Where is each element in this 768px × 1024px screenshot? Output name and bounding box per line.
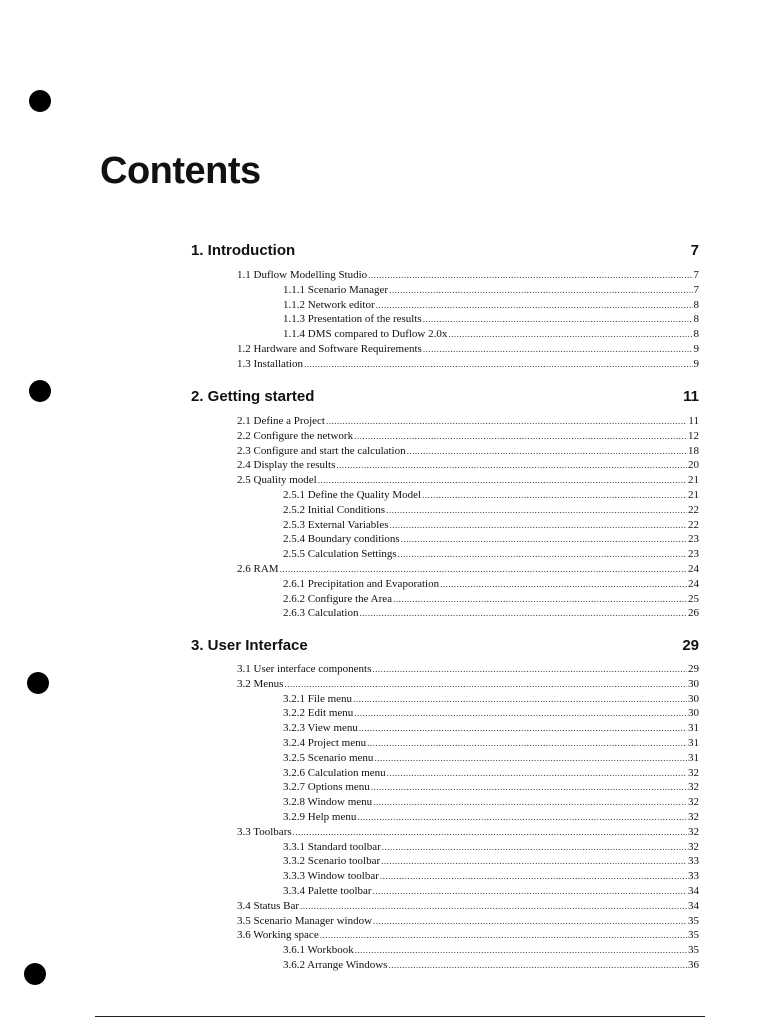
toc-entry[interactable]: [237, 444, 699, 459]
toc-entry-label: 3.3.4 Palette toolbar: [283, 885, 372, 897]
toc-entry-page: 33: [688, 870, 699, 883]
toc-entry-label: 2.5.4 Boundary conditions: [283, 533, 400, 546]
dot-leader: [371, 780, 687, 795]
dot-leader: [355, 943, 687, 958]
toc-entry[interactable]: [237, 914, 699, 929]
toc-entry-page: 31: [688, 751, 699, 764]
dot-leader: [407, 444, 687, 459]
toc-entry[interactable]: [237, 662, 699, 677]
toc-entry-label: 3.2.7 Options menu: [283, 781, 370, 794]
toc-entry[interactable]: [283, 795, 699, 810]
toc-entry-label: 1.3 Installation: [237, 357, 303, 370]
toc-entry-page: 30: [688, 692, 699, 705]
dot-leader: [380, 869, 687, 884]
toc-entry[interactable]: [237, 414, 699, 429]
toc-entry-label: 2.4 Display the results: [237, 459, 336, 472]
toc-entry-label: 2.2 Configure the network: [237, 429, 354, 442]
toc-entry-label: 3.5 Scenario Manager window: [237, 914, 373, 927]
toc-entry-page: 8: [693, 328, 699, 341]
dot-leader: [373, 914, 687, 929]
toc-entry-page: 7: [693, 283, 699, 296]
toc-entry-page: 35: [688, 929, 699, 942]
toc-entry[interactable]: [283, 736, 699, 751]
toc-entry[interactable]: [283, 840, 699, 855]
toc-entry-label: 3.6 Working space: [237, 929, 319, 942]
toc-entry[interactable]: [283, 810, 699, 825]
toc-entry[interactable]: [237, 458, 699, 473]
dot-leader: [372, 662, 687, 677]
section-heading: [191, 388, 699, 405]
toc-entry-label: 2.6.2 Configure the Area: [283, 592, 393, 605]
toc-entry[interactable]: [283, 283, 699, 298]
toc-entry-page: 33: [688, 855, 699, 868]
toc-entry-label: 3.2.3 View menu: [283, 722, 358, 735]
toc-entry[interactable]: [283, 547, 699, 562]
toc-entry[interactable]: [237, 268, 699, 283]
toc-entry[interactable]: [283, 869, 699, 884]
dot-leader: [440, 577, 687, 592]
toc-entry-label: 3.6.2 Arrange Windows: [283, 959, 388, 971]
dot-leader: [354, 706, 687, 721]
toc-entry[interactable]: [237, 677, 699, 692]
toc-entry-page: 35: [688, 944, 699, 957]
dot-leader: [423, 342, 693, 357]
dot-leader: [373, 884, 687, 899]
dot-leader: [398, 547, 687, 562]
dot-leader: [448, 327, 692, 342]
toc-entry-page: 31: [688, 722, 699, 735]
dot-leader: [326, 414, 687, 429]
toc-entry-page: 18: [688, 444, 699, 457]
toc-entry-label: 2.5.1 Define the Quality Model: [283, 489, 422, 501]
toc-entry-page: 24: [688, 577, 699, 590]
section-heading: [191, 637, 699, 654]
toc-entry[interactable]: [283, 327, 699, 342]
dot-leader: [390, 518, 688, 533]
toc-entry-page: 9: [693, 343, 699, 355]
toc-entry[interactable]: [283, 780, 699, 795]
dot-leader: [280, 562, 687, 577]
toc-entry-label: 3.2.6 Calculation menu: [283, 766, 386, 779]
toc-entry-page: 22: [688, 503, 699, 516]
toc-entry-page: 32: [688, 766, 699, 779]
toc-entry[interactable]: [237, 357, 699, 372]
toc-entry[interactable]: [283, 503, 699, 518]
toc-entry-page: 35: [688, 914, 699, 927]
toc-entry[interactable]: [283, 692, 699, 707]
toc-entry-page: 23: [688, 533, 699, 546]
dot-leader: [381, 854, 687, 869]
toc-entry[interactable]: [237, 562, 699, 577]
toc-entry-label: 3.4 Status Bar: [237, 899, 300, 912]
dot-leader: [401, 532, 687, 547]
toc-entry-label: 3.2.5 Scenario menu: [283, 751, 374, 764]
toc-entry-page: 32: [688, 796, 699, 809]
toc-entry[interactable]: [237, 825, 699, 840]
toc-entry-page: 32: [688, 811, 699, 823]
section-heading-title: 2. Getting started: [191, 388, 315, 405]
dot-leader: [353, 692, 687, 707]
dot-leader: [359, 721, 687, 736]
toc-entry-page: 29: [688, 663, 699, 675]
toc-entry-label: 3.2.8 Window menu: [283, 796, 373, 809]
toc-entry-page: 8: [693, 298, 699, 311]
toc-entry-page: 12: [688, 429, 699, 442]
toc-entry[interactable]: [283, 577, 699, 592]
toc-entry-page: 24: [688, 563, 699, 575]
section-heading-page: 11: [683, 388, 699, 405]
toc-entry[interactable]: [283, 606, 699, 621]
dot-leader: [387, 766, 687, 781]
toc-entry[interactable]: [283, 532, 699, 547]
toc-entry-label: 1.1 Duflow Modelling Studio: [237, 269, 368, 281]
toc-entry-label: 1.1.2 Network editor: [283, 298, 375, 311]
binder-hole: [29, 90, 51, 112]
toc-entry-page: 21: [688, 474, 699, 487]
binder-hole: [24, 963, 46, 985]
toc-entry-page: 31: [688, 737, 699, 749]
toc-entry[interactable]: [283, 706, 699, 721]
dot-leader: [422, 488, 687, 503]
toc-entry-label: 1.1.4 DMS compared to Duflow 2.0x: [283, 328, 448, 341]
section-heading-page: 7: [690, 242, 699, 259]
toc-entry[interactable]: [283, 854, 699, 869]
toc-entry-page: 7: [693, 269, 699, 281]
dot-leader: [376, 298, 693, 313]
toc-entry-label: 1.1.1 Scenario Manager: [283, 283, 389, 296]
toc-entry-label: 3.2.1 File menu: [283, 692, 353, 705]
dot-leader: [389, 283, 692, 298]
toc-entry[interactable]: [237, 928, 699, 943]
dot-leader: [357, 810, 687, 825]
dot-leader: [318, 473, 687, 488]
toc-entry[interactable]: [283, 958, 699, 973]
toc-entry-page: 26: [688, 607, 699, 620]
dot-leader: [382, 840, 687, 855]
toc-entry-label: 3.3.3 Window toolbar: [283, 870, 379, 883]
toc-entry[interactable]: [237, 342, 699, 357]
section-heading-title: 3. User Interface: [191, 637, 308, 654]
toc-entry-page: 21: [688, 489, 699, 501]
toc-entry-label: 1.1.3 Presentation of the results: [283, 313, 422, 326]
toc-entry-label: 2.1 Define a Project: [237, 415, 325, 427]
toc-entry-page: 20: [688, 459, 699, 472]
toc-entry-label: 3.2.2 Edit menu: [283, 707, 354, 720]
toc-entry-label: 2.5.2 Initial Conditions: [283, 503, 386, 516]
toc-entry-page: 30: [688, 677, 699, 690]
toc-entry-label: 1.2 Hardware and Software Requirements: [237, 343, 422, 355]
section-heading-page: 29: [682, 637, 699, 654]
toc-entry[interactable]: [283, 943, 699, 958]
toc-entry[interactable]: [283, 518, 699, 533]
toc-entry-page: 32: [688, 840, 699, 853]
toc-entry-page: 23: [688, 548, 699, 561]
toc-entry[interactable]: [283, 884, 699, 899]
toc-entry-page: 30: [688, 707, 699, 720]
toc-entry-label: 2.6 RAM: [237, 563, 279, 575]
toc-entry-label: 3.2.4 Project menu: [283, 737, 367, 749]
binder-hole: [27, 672, 49, 694]
toc-entry-label: 2.5.3 External Variables: [283, 518, 389, 531]
toc-entry-label: 3.2 Menus: [237, 677, 284, 690]
dot-leader: [386, 503, 687, 518]
toc-entry-page: 25: [688, 592, 699, 605]
dot-leader: [388, 958, 687, 973]
toc-entry-page: 36: [688, 959, 699, 971]
dot-leader: [368, 268, 692, 283]
dot-leader: [423, 312, 693, 327]
toc-entry-label: 3.3.1 Standard toolbar: [283, 840, 381, 853]
toc-entry-label: 3.3.2 Scenario toolbar: [283, 855, 381, 868]
footer-rule: [95, 1016, 705, 1017]
dot-leader: [354, 429, 687, 444]
toc-entry-page: 11: [688, 415, 699, 427]
toc-entry-page: 34: [688, 899, 699, 912]
toc-entry-label: 2.3 Configure and start the calculation: [237, 444, 406, 457]
toc-entry[interactable]: [283, 751, 699, 766]
toc-entry[interactable]: [283, 766, 699, 781]
dot-leader: [284, 677, 687, 692]
toc-entry-label: 3.2.9 Help menu: [283, 811, 357, 823]
toc-entry-label: 3.1 User interface components: [237, 663, 372, 675]
toc-entry[interactable]: [237, 429, 699, 444]
dot-leader: [300, 899, 687, 914]
section-heading-title: 1. Introduction: [191, 242, 296, 259]
dot-leader: [320, 928, 687, 943]
dot-leader: [293, 825, 687, 840]
toc-entry[interactable]: [237, 899, 699, 914]
binder-hole: [29, 380, 51, 402]
toc-entry-page: 8: [693, 313, 699, 326]
toc-entry-label: 2.6.1 Precipitation and Evaporation: [283, 577, 440, 590]
toc-entry-page: 32: [688, 825, 699, 838]
dot-leader: [304, 357, 693, 372]
toc-entry[interactable]: [283, 592, 699, 607]
dot-leader: [393, 592, 687, 607]
dot-leader: [367, 736, 687, 751]
toc-entry[interactable]: [283, 298, 699, 313]
toc-entry-page: 34: [688, 885, 699, 897]
toc-entry[interactable]: [237, 473, 699, 488]
toc-entry-page: 32: [688, 781, 699, 794]
toc-entry-page: 22: [688, 518, 699, 531]
toc-entry-label: 3.3 Toolbars: [237, 825, 292, 838]
toc-entry-label: 2.6.3 Calculation: [283, 607, 359, 620]
dot-leader: [336, 458, 687, 473]
dot-leader: [373, 795, 687, 810]
page-title: Contents: [100, 150, 261, 192]
section-heading: [191, 242, 699, 259]
toc-entry-label: 2.5 Quality model: [237, 474, 317, 487]
toc-entry-page: 9: [693, 357, 699, 370]
toc-entry[interactable]: [283, 721, 699, 736]
dot-leader: [374, 751, 687, 766]
toc-entry-label: 2.5.5 Calculation Settings: [283, 548, 397, 561]
dot-leader: [359, 606, 687, 621]
toc-entry[interactable]: [283, 312, 699, 327]
toc-entry[interactable]: [283, 488, 699, 503]
toc-entry-label: 3.6.1 Workbook: [283, 944, 354, 957]
